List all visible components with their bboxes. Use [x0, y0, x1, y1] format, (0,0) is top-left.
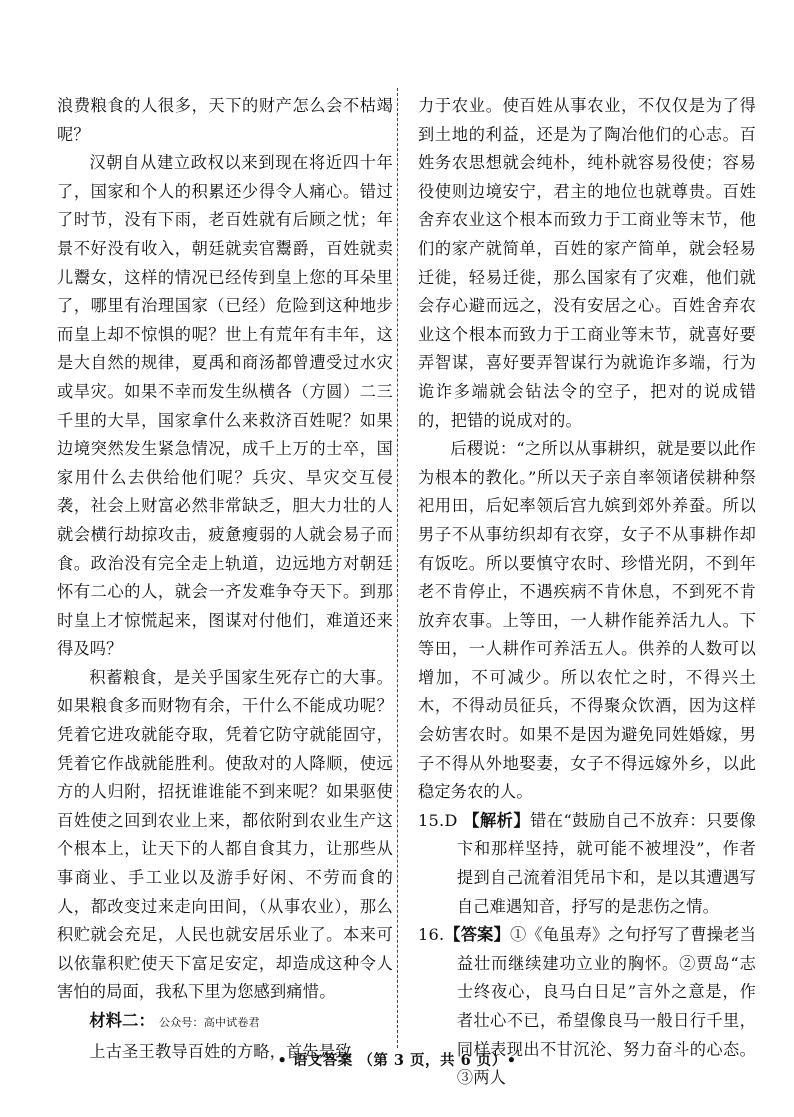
question-15-answer: D [444, 810, 458, 830]
question-15-number: 15. [418, 810, 445, 830]
left-paragraph-store-grain: 积蓄粮食，是关乎国家生死存亡的大事。如果粮食多而财物有余，干什么不能成功呢？凭着它进攻就能夺取，凭着它防守就能固守，凭着它作战就能胜利。使敌对的人降顺，使远方的人归附，招抚谁谁能不到来呢？如果驱使百姓使之回到农业上来，都依附到农业生产这个根本上，让天下的人都自食其力，让那些从事商业、手工业以及游手好闲、不劳而食的人，都改变过来走向田间，（从事农业），那么积贮就会充足，人民也就安居乐业了。本来可以依靠积贮使天下富足安定，却造成这种令人害怕的局面，我私下里为您感到痛惜。 [57, 667, 393, 1002]
right-paragraph-houji: 后稷说：“之所以从事耕织，就是要以此作为根本的教化。”所以天子亲自率领诸侯耕种祭祀用田，后妃率领后宫九嫔到郊外养蚕。所以男子不从事纺织却有衣穿，女子不从事耕作却有饭吃。所以要慎守农时、珍惜光阴，不到年老不肯停止，不遇疾病不肯休息，不到死不肯放弃农事。上等田，一人耕作能养活九人。下等田，一人耕作可养活五人。供养的人数可以增加，不可减少。所以农忙之时，不得兴土木，不得动员征兵，不得聚众饮酒，因为这样会妨害农时。如果不是因为避免同姓婚嫁，男子不得从外地娶妻，女子不得远嫁外乡，以此稳定务农的人。 [418, 439, 756, 802]
right-paragraph-continue: 力于农业。使百姓从事农业，不仅仅是为了得到土地的利益，还是为了陶冶他们的心志。百姓务农思想就会纯朴，纯朴就容易役使；容易役使则边境安宁，君主的地位也就尊贵。百姓舍弃农业这个根本而致力于工商业等末节，他们的家产就简单，百姓的家产简单，就会轻易迁徙，轻易迁徙，那么国家有了灾难，他们就会存心避而远之，没有安居之心。百姓舍弃农业这个根本而致力于工商业等末节，就喜好要弄智谋，喜好要弄智谋行为就诡诈多端，行为诡诈多端就会钻法令的空子，把对的说成错的，把错的说成对的。 [418, 96, 756, 430]
question-15-tag: 【解析】 [463, 810, 531, 830]
question-15-text: 错在“鼓励自己不放弃：只要像卞和那样坚持，就可能不被埋没”，作者提到自己流着泪凭吊卞和，是以其遭遇写自己难遇知音，抒写的是悲伤之情。 [456, 810, 756, 916]
question-16-tag: 【答案】 [444, 925, 510, 945]
page-footer: • 语文答案 （第 3 页，共 6 页）• [277, 1052, 517, 1069]
column-divider [397, 88, 398, 1048]
left-column [57, 92, 393, 1066]
right-column [418, 92, 756, 1093]
question-16-text: ①《龟虽寿》之句抒写了曹操老当益壮而继续建功立业的胸怀。②贾岛“志士终夜心，良马白日足”言外之意是，作者壮心不已，希望像良马一般日行千里，同样表现出不甘沉沦、努力奋斗的心态。③两人 [456, 925, 756, 1088]
left-paragraph-ancient-kings: 上古圣王教导百姓的方略，首先是致 [89, 1041, 352, 1061]
material-two-heading [57, 1007, 393, 1038]
left-paragraph-continue: 浪费粮食的人很多，天下的财产怎么会不枯竭呢？ [57, 96, 393, 144]
material-note: 公众号：高中试卷君 [158, 1016, 260, 1029]
left-paragraph-han-dynasty: 汉朝自从建立政权以来到现在将近四十年了，国家和个人的积累还少得令人痛心。错过了时节，没有下雨，老百姓就有后顾之忧；年景不好没有收入，朝廷就卖官鬻爵，百姓就卖儿鬻女，这样的情况已经传到皇上您的耳朵里了，哪里有治理国家（已经）危险到这种地步而皇上却不惊惧的呢？世上有荒年有丰年，这是大自然的规律，夏禹和商汤都曾遭受过水灾或旱灾。如果不幸而发生纵横各（方圆）二三千里的大旱，国家拿什么来救济百姓呢？如果边境突然发生紧急情况，成千上万的士卒，国家用什么去供给他们呢？兵灾、旱灾交互侵袭，社会上财富必然非常缺乏，胆大力壮的人就会横行劫掠攻击，疲惫瘦弱的人就会易子而食。政治没有完全走上轨道，边远地方对朝廷怀有二心的人，就会一齐发难争夺天下。到那时皇上才惊慌起来，图谋对付他们，难道还来得及吗？ [57, 153, 393, 659]
question-15 [418, 807, 756, 921]
material-title: 材料二： [89, 1011, 155, 1030]
question-16-number: 16. [418, 925, 445, 945]
